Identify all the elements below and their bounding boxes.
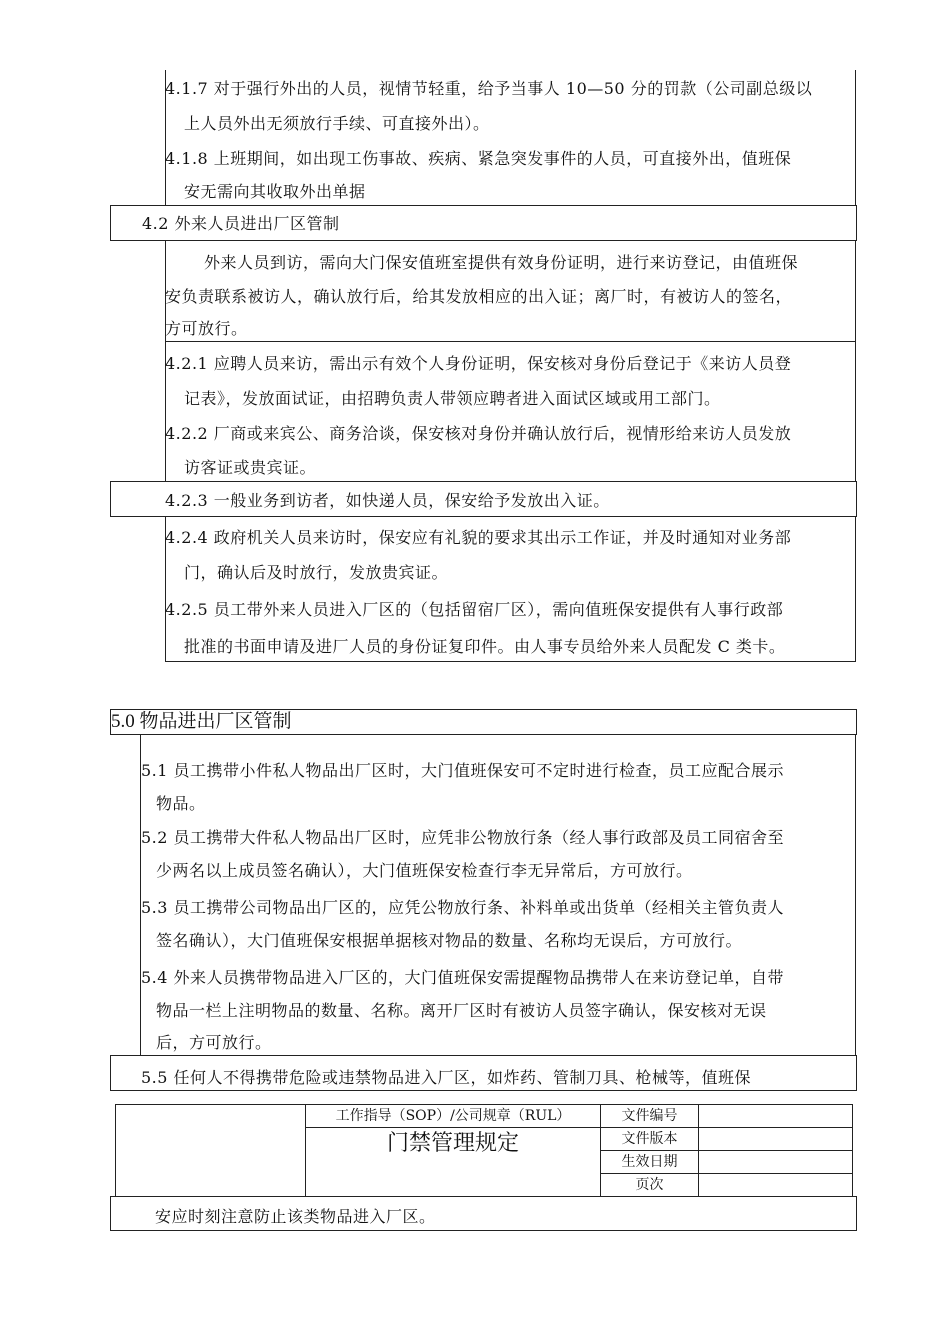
heading-5-0: 5.0 物品进出厂区管制	[111, 711, 292, 732]
item-5-2-line2: 少两名以上成员签名确认），大门值班保安检查行李无异常后，方可放行。	[156, 861, 693, 880]
intro-4-2-line2: 安负责联系被访人，确认放行后，给其发放相应的出入证；离厂时，有被访人的签名，	[165, 287, 793, 306]
item-4-1-7-line2: 上人员外出无须放行手续、可直接外出）。	[184, 114, 490, 133]
item-5-5: 5.5 任何人不得携带危险或违禁物品进入厂区，如炸药、管制刀具、枪械等，值班保	[141, 1068, 752, 1087]
item-5-2-line1: 5.2 员工携带大件私人物品出厂区时，应凭非公物放行条（经人事行政部及员工同宿舍至	[141, 828, 785, 847]
value-doc-number	[699, 1105, 853, 1128]
intro-4-2-line3: 方可放行。	[165, 319, 248, 338]
label-doc-version: 文件版本	[601, 1128, 699, 1151]
item-4-2-2-line1: 4.2.2 厂商或来宾公、商务洽谈，保安核对身份并确认放行后，视情形给来访人员发放	[165, 424, 792, 443]
document-info-table	[115, 1104, 853, 1197]
intro-4-2-line1: 外来人员到访，需向大门保安值班室提供有效身份证明，进行来访登记，由值班保	[204, 253, 799, 272]
label-page: 页次	[601, 1174, 699, 1197]
item-5-4-line1: 5.4 外来人员携带物品进入厂区的，大门值班保安需提醒物品携带人在来访登记单，自带	[141, 968, 785, 987]
frame-right-5	[855, 735, 856, 1056]
value-page	[699, 1174, 853, 1197]
item-5-1-line2: 物品。	[156, 794, 206, 813]
item-4-2-5-line2: 批准的书面申请及进厂人员的身份证复印件。由人事专员给外来人员配发 C 类卡。	[184, 637, 786, 656]
item-4-2-1-line2: 记表》，发放面试证，由招聘负责人带领应聘者进入面试区域或用工部门。	[184, 389, 721, 408]
frame-bottom-intro	[165, 341, 856, 342]
value-effective-date	[699, 1151, 853, 1174]
item-4-2-4-line1: 4.2.4 政府机关人员来访时，保安应有礼貌的要求其出示工作证，并及时通知对业务部	[165, 528, 792, 547]
frame-right-4-2-1	[855, 341, 856, 481]
doc-title: 门禁管理规定	[306, 1128, 601, 1197]
item-4-2-2-line2: 访客证或贵宾证。	[184, 458, 317, 477]
item-5-4-line2: 物品一栏上注明物品的数量、名称。离开厂区时有被访人员签字确认，保安核对无误	[156, 1001, 767, 1020]
item-5-1-line1: 5.1 员工携带小件私人物品出厂区时，大门值班保安可不定时进行检查，员工应配合展示	[141, 761, 785, 780]
item-5-3-line1: 5.3 员工携带公司物品出厂区的，应凭公物放行条、补料单或出货单（经相关主管负责人	[141, 898, 785, 917]
item-5-4-line3: 后，方可放行。	[156, 1033, 272, 1052]
item-4-2-1-line1: 4.2.1 应聘人员来访，需出示有效个人身份证明，保安核对身份后登记于《来访人员登	[165, 354, 792, 373]
label-doc-number: 文件编号	[601, 1105, 699, 1128]
item-5-3-line2: 签名确认），大门值班保安根据单据核对物品的数量、名称均无误后，方可放行。	[156, 931, 743, 950]
label-effective-date: 生效日期	[601, 1151, 699, 1174]
frame-right-4-2-4	[855, 517, 856, 662]
logo-cell	[116, 1105, 306, 1197]
item-4-1-8-line2: 安无需向其收取外出单据	[184, 182, 366, 201]
frame-right-4-1	[855, 70, 856, 205]
value-doc-version	[699, 1128, 853, 1151]
item-4-2-3: 4.2.3 一般业务到访者，如快递人员，保安给予发放出入证。	[165, 491, 610, 510]
item-4-2-5-line1: 4.2.5 员工带外来人员进入厂区的（包括留宿厂区），需向值班保安提供有人事行政部	[165, 600, 784, 619]
item-4-1-7-line1: 4.1.7 对于强行外出的人员，视情节轻重，给予当事人 10—50 分的罚款（公司副总级以	[165, 79, 813, 98]
item-5-5-continued: 安应时刻注意防止该类物品进入厂区。	[155, 1207, 436, 1226]
doc-type: 工作指导（SOP）/公司规章（RUL）	[306, 1105, 601, 1128]
heading-4-2: 4.2 外来人员进出厂区管制	[142, 214, 340, 233]
item-4-2-4-line2: 门，确认后及时放行，发放贵宾证。	[184, 563, 449, 582]
item-4-1-8-line1: 4.1.8 上班期间，如出现工伤事故、疾病、紧急突发事件的人员，可直接外出，值班保	[165, 149, 792, 168]
frame-right-intro	[855, 241, 856, 341]
